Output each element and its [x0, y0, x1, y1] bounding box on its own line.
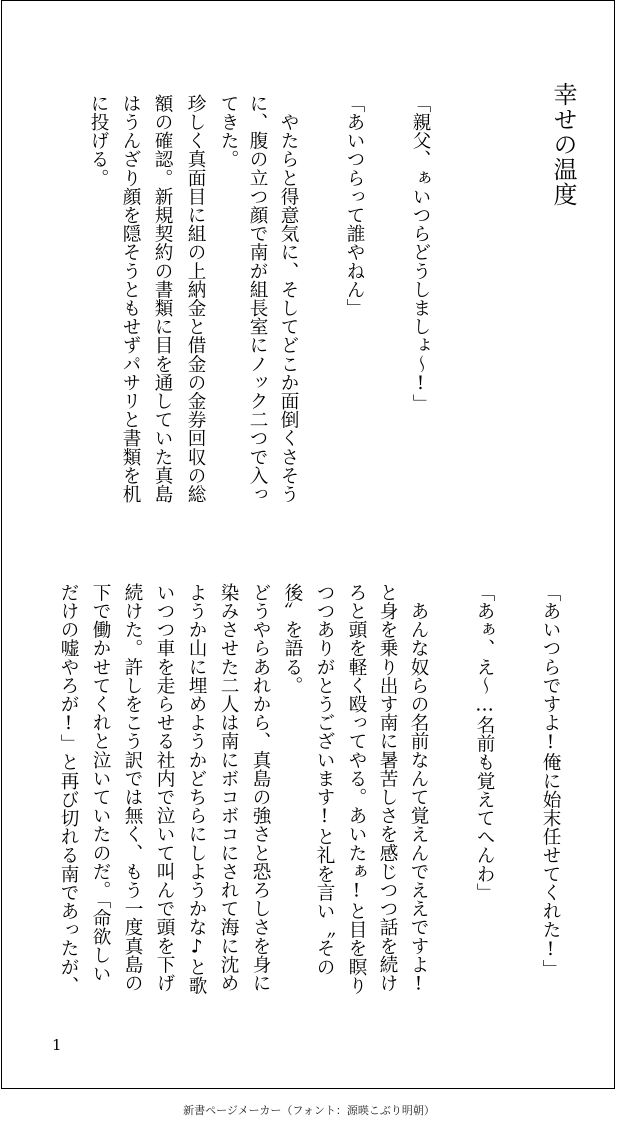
upper-column: 「あいつらって誰やねん」 — [344, 94, 365, 318]
upper-column: てきた。 — [218, 94, 239, 169]
lower-column: と身を乗り出す南に暑苦しさを感じつつ話を続け — [377, 583, 398, 993]
lower-column: ようか山に埋めようかどちらにしようかな♪と歌 — [186, 583, 207, 995]
lower-column: どうやらあれから、真島の強さと恐ろしさを身に — [250, 583, 271, 993]
upper-column: はうんざり顔を隠そうともせずパサリと書類を机 — [120, 94, 141, 504]
lower-column: だけの嘘やろが!」と再び切れる南であったが、 — [58, 583, 79, 995]
lower-column: 続けた。許しをこう訳では無く、もう一度真島の — [122, 583, 143, 993]
lower-column: つつありがとうございます!と礼を言い〝その — [314, 583, 335, 976]
upper-column: 額の確認。新規契約の書類に目を通していた真島 — [152, 94, 173, 504]
lower-column: あんな奴らの名前なんて覚えんでええですよ! — [408, 583, 429, 995]
upper-column: 珍しく真面目に組の上納金と借金の金券回収の総 — [185, 94, 206, 504]
lower-column: いつつ車を走らせる社内で泣いて叫んで頭を下げ — [154, 583, 175, 993]
lower-column: 染みさせた二人は南にボコボコにされて海に沈め — [218, 583, 239, 993]
upper-column: 「親父、ぁいつらどうしましょ〜!」 — [410, 94, 431, 413]
lower-column: ろと頭を軽く殴ってやる。あいたぁ!と目を瞑り — [346, 583, 367, 995]
upper-column: やたらと得意気に、そしてどこか面倒くさそう — [278, 94, 299, 504]
lower-column: 「あぁ、え〜…名前も覚えてへんわ」 — [474, 583, 495, 902]
lower-column: 「あいつらですよ!俺に始末任せてくれた!」 — [540, 583, 561, 979]
footer-credit: 新書ページメーカー（フォント：源暎こぶり明朝） — [183, 1104, 435, 1117]
lower-column: 下で働かせてくれと泣いていたのだ。「命欲しい — [90, 583, 111, 983]
upper-column: に投げる。 — [88, 94, 109, 187]
page-number: 1 — [52, 1036, 62, 1054]
lower-column: 後〟を語る。 — [282, 583, 303, 695]
upper-column: に、腹の立つ顔で南が組長室にノック二つで入っ — [247, 94, 268, 504]
page-title: 幸せの温度 — [549, 82, 577, 207]
